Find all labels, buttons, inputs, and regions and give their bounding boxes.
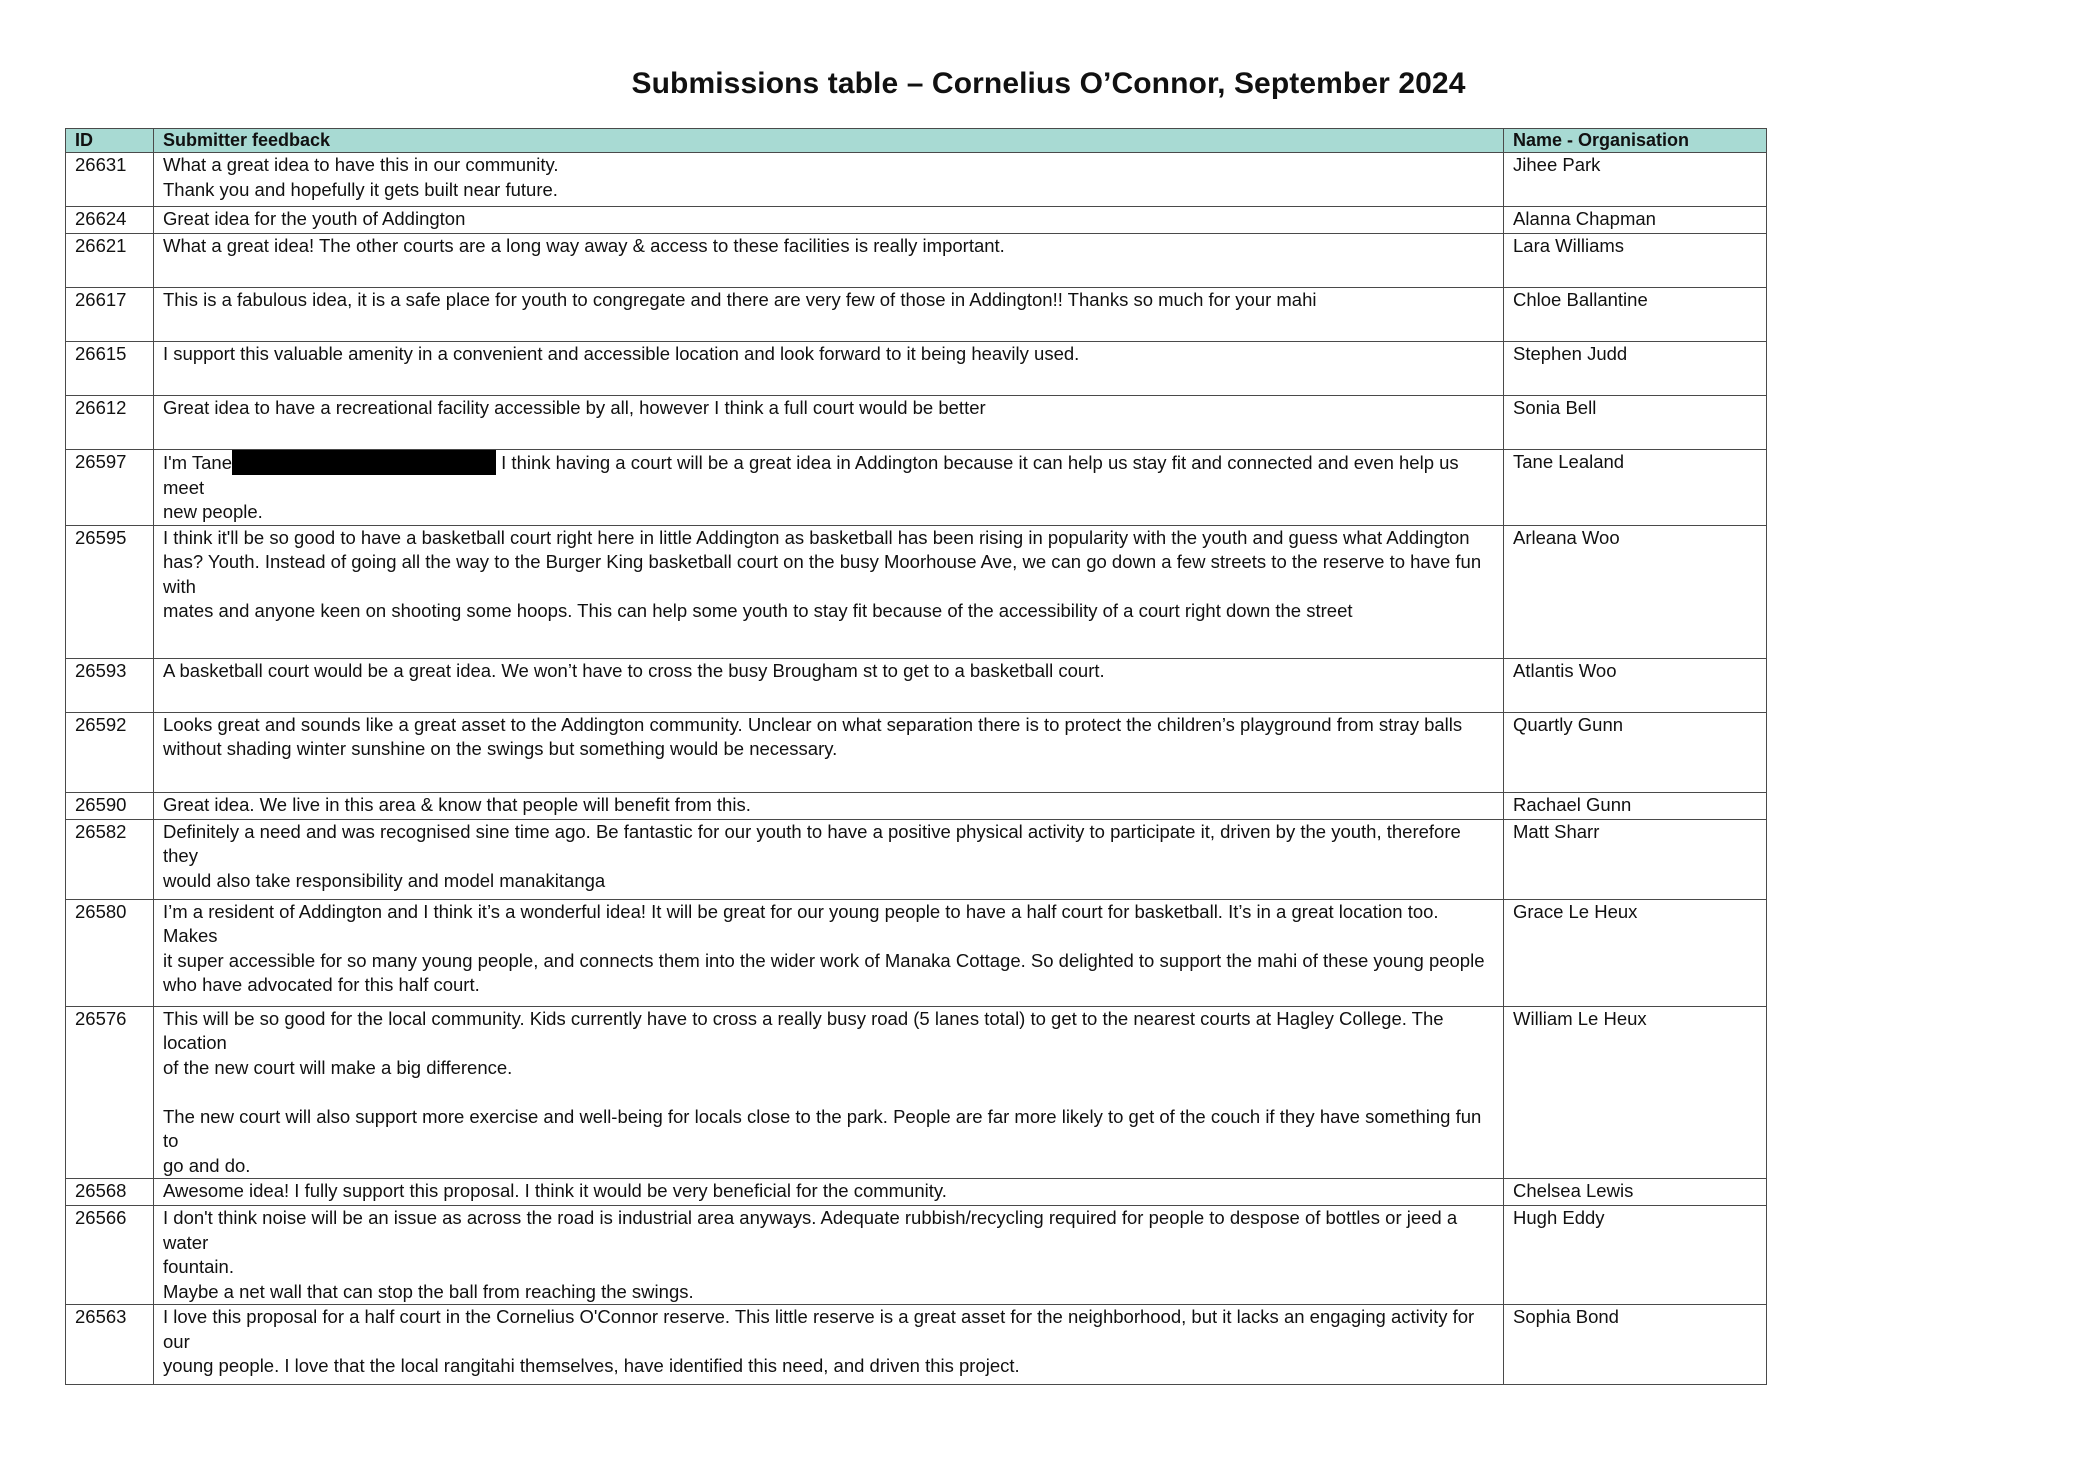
- submission-id: 26568: [66, 1179, 154, 1206]
- feedback-line: Awesome idea! I fully support this proposal. I think it would be very beneficial for the community.: [163, 1180, 947, 1201]
- submitter-feedback: [154, 342, 1504, 396]
- feedback-line: What a great idea! The other courts are a long way away & access to these facilities is really important.: [163, 235, 1005, 256]
- submitter-name: Chelsea Lewis: [1504, 1179, 1767, 1206]
- feedback-line: Great idea for the youth of Addington: [163, 208, 466, 229]
- submitter-name: Jihee Park: [1504, 153, 1767, 207]
- table-row: [66, 207, 1767, 234]
- table-row: [66, 342, 1767, 396]
- submissions-table: [65, 128, 1767, 1385]
- submission-id: 26593: [66, 658, 154, 712]
- table-row: [66, 1179, 1767, 1206]
- submitter-name: Hugh Eddy: [1504, 1206, 1767, 1305]
- submission-id: 26617: [66, 288, 154, 342]
- feedback-line: mates and anyone keen on shooting some hoops. This can help some youth to stay fit because of the accessibility of a court right down the street: [163, 600, 1353, 621]
- table-row: [66, 1305, 1767, 1385]
- feedback-line: The new court will also support more exercise and well-being for locals close to the park. People are far more likely to get of the couch if they have something fun to: [163, 1105, 1487, 1151]
- submitter-feedback: [154, 1305, 1504, 1385]
- redaction-bar: [232, 450, 496, 475]
- submitter-name: Grace Le Heux: [1504, 899, 1767, 1006]
- feedback-line: has? Youth. Instead of going all the way to the Burger King basketball court on the busy Moorhouse Ave, we can go down a few streets to the reserve to have fun with: [163, 551, 1487, 597]
- submitter-name: Arleana Woo: [1504, 525, 1767, 658]
- table-header-row: [66, 129, 1767, 153]
- page-title: Submissions table – Cornelius O’Connor, September 2024: [631, 67, 1466, 100]
- submitter-feedback: [154, 1179, 1504, 1206]
- feedback-line: [163, 450, 1495, 500]
- feedback-line: Thank you and hopefully it gets built near future.: [163, 178, 558, 200]
- submitter-name: Rachael Gunn: [1504, 792, 1767, 819]
- feedback-line: would also take responsibility and model manakitanga: [163, 869, 606, 891]
- table-row: [66, 712, 1767, 792]
- submission-id: 26612: [66, 396, 154, 450]
- feedback-line: A basketball court would be a great idea. We won’t have to cross the busy Brougham st to get to a basketball court.: [163, 659, 1105, 681]
- submitter-feedback: [154, 288, 1504, 342]
- submitter-name: Atlantis Woo: [1504, 658, 1767, 712]
- feedback-line: What a great idea to have this in our community.: [163, 154, 559, 175]
- feedback-line: of the new court will make a big difference.: [163, 1056, 513, 1078]
- submitter-name: Alanna Chapman: [1504, 207, 1767, 234]
- submission-id: 26582: [66, 819, 154, 899]
- submitter-feedback: [154, 792, 1504, 819]
- submission-id: 26624: [66, 207, 154, 234]
- submission-id: 26590: [66, 792, 154, 819]
- feedback-line: young people. I love that the local rangitahi themselves, have identified this need, and driven this project.: [163, 1355, 1020, 1376]
- feedback-text-after-redaction: I think having a court will be a great idea in Addington because it can help us stay fit and connected and even help us meet: [163, 452, 1464, 498]
- submission-id: 26563: [66, 1305, 154, 1385]
- table-row: [66, 899, 1767, 1006]
- submission-id: 26631: [66, 153, 154, 207]
- feedback-line: go and do.: [163, 1154, 251, 1176]
- feedback-line: without shading winter sunshine on the swings but something would be necessary.: [163, 738, 838, 759]
- column-header-id: ID: [66, 129, 154, 153]
- feedback-line: I support this valuable amenity in a convenient and accessible location and look forward to it being heavily used.: [163, 343, 1080, 364]
- table-row: [66, 819, 1767, 899]
- column-header-feedback: Submitter feedback: [154, 129, 1504, 153]
- feedback-line: I love this proposal for a half court in the Cornelius O'Connor reserve. This little reserve is a great asset for the neighborhood, but it lacks an engaging activity for our: [163, 1306, 1480, 1352]
- feedback-line: it super accessible for so many young people, and connects them into the wider work of Manaka Cottage. So delighted to support the mahi of these young people: [163, 949, 1485, 971]
- submitter-feedback: [154, 207, 1504, 234]
- table-row: [66, 1206, 1767, 1305]
- submitter-feedback: [154, 153, 1504, 207]
- submission-id: 26580: [66, 899, 154, 1006]
- feedback-line: who have advocated for this half court.: [163, 974, 480, 995]
- paragraph-gap: [163, 1080, 1495, 1105]
- submitter-name: Matt Sharr: [1504, 819, 1767, 899]
- submitter-feedback: [154, 1206, 1504, 1305]
- submitter-feedback: [154, 658, 1504, 712]
- submission-id: 26592: [66, 712, 154, 792]
- feedback-line: This will be so good for the local community. Kids currently have to cross a really busy road (5 lanes total) to get to the nearest courts at Hagley College. The location: [163, 1007, 1449, 1053]
- table-row: [66, 1006, 1767, 1179]
- table-row: [66, 525, 1767, 658]
- feedback-line: new people.: [163, 501, 263, 522]
- submitter-name: Lara Williams: [1504, 234, 1767, 288]
- table-row: [66, 396, 1767, 450]
- submitter-feedback: [154, 234, 1504, 288]
- feedback-text-before-redaction: I'm Tane: [163, 452, 233, 473]
- feedback-line: I don't think noise will be an issue as across the road is industrial area anyways. Adequate rubbish/recycling required for people to despose of bottles or jeed a water: [163, 1207, 1463, 1253]
- submitter-name: Quartly Gunn: [1504, 712, 1767, 792]
- submission-id: 26576: [66, 1006, 154, 1179]
- submission-id: 26595: [66, 525, 154, 658]
- submitter-name: Chloe Ballantine: [1504, 288, 1767, 342]
- feedback-line: This is a fabulous idea, it is a safe place for youth to congregate and there are very few of those in Addington!! Thanks so much for your mahi: [163, 289, 1317, 310]
- submitter-feedback: [154, 899, 1504, 1006]
- submitter-name: Sonia Bell: [1504, 396, 1767, 450]
- feedback-line: Great idea. We live in this area & know that people will benefit from this.: [163, 793, 751, 815]
- submitter-feedback: [154, 1006, 1504, 1179]
- table-row: [66, 234, 1767, 288]
- submitter-name: William Le Heux: [1504, 1006, 1767, 1179]
- feedback-line: I’m a resident of Addington and I think it’s a wonderful idea! It will be great for our young people to have a half court for basketball. It’s in a great location too. Makes: [163, 900, 1444, 946]
- feedback-line: fountain.: [163, 1256, 234, 1277]
- table-row: [66, 792, 1767, 819]
- feedback-line: Definitely a need and was recognised sine time ago. Be fantastic for our youth to have a positive physical activity to participate it, driven by the youth, therefore they: [163, 820, 1466, 866]
- submitter-feedback: [154, 396, 1504, 450]
- submission-id: 26615: [66, 342, 154, 396]
- submitter-feedback: [154, 712, 1504, 792]
- submitter-feedback: [154, 450, 1504, 526]
- submitter-name: Tane Lealand: [1504, 450, 1767, 526]
- submitter-name: Sophia Bond: [1504, 1305, 1767, 1385]
- submission-id: 26597: [66, 450, 154, 526]
- table-row: [66, 658, 1767, 712]
- submitter-feedback: [154, 819, 1504, 899]
- feedback-line: Maybe a net wall that can stop the ball from reaching the swings.: [163, 1280, 694, 1302]
- table-row: [66, 288, 1767, 342]
- submission-id: 26566: [66, 1206, 154, 1305]
- submitter-name: Stephen Judd: [1504, 342, 1767, 396]
- table-row: [66, 153, 1767, 207]
- column-header-name: Name - Organisation: [1504, 129, 1767, 153]
- table-row: [66, 450, 1767, 526]
- feedback-line: I think it'll be so good to have a basketball court right here in little Addington as basketball has been rising in popularity with the youth and guess what Addington: [163, 526, 1470, 548]
- submitter-feedback: [154, 525, 1504, 658]
- feedback-line: Looks great and sounds like a great asset to the Addington community. Unclear on what separation there is to protect the children’s playground from stray balls: [163, 713, 1463, 735]
- submission-id: 26621: [66, 234, 154, 288]
- feedback-line: Great idea to have a recreational facility accessible by all, however I think a full court would be better: [163, 397, 986, 418]
